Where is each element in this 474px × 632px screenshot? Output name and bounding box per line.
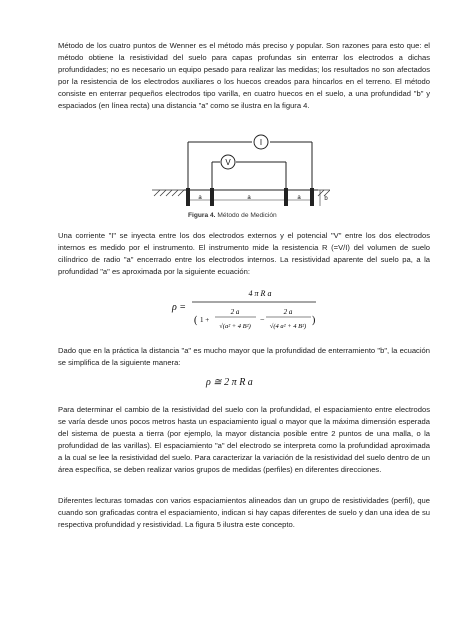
electrode-1 — [186, 188, 190, 206]
electrode-3 — [284, 188, 288, 206]
formula1-minus: − — [260, 315, 265, 324]
paragraph-depth-variation: Para determinar el cambio de la resistividad del suelo con la profundidad, el espaciamiento entre electrodos se varía desde unos pocos metros hasta un espaciamiento igual o mayor que la máxima dimensión esperada del sistema de puesta a tierra (por ejemplo, la mayor distancia posible entre 2 puntos de una malla, o la profundidad de las varillas). El espaciamiento "a" del electrodo se interpreta como la profundidad aproximada a la cual se lee la resistividad del suelo. Para caracterizar la variación de la resistividad del suelo dentro de un área específica, se deben realizar varios grupos de medidas (perfiles) en diferentes direcciones. — [58, 405, 430, 474]
formula1-lhs: ρ = — [172, 302, 187, 313]
formula-apparent-resistivity — [170, 286, 320, 336]
spacing-label-3: a — [297, 195, 301, 201]
paragraph-current-injection: Una corriente "I" se inyecta entre los dos electrodos externos y el potencial "V" entre los dos electrodos internos es medido por el instrumento. El instrumento mide la resistencia R (=V/I) del volumen de suelo cilíndrico de radio "a" encerrado entre los electrodos internos. La resistividad aparente del suelo pa, a la profundidad "a" es aproximada por la siguiente ecuación: — [58, 231, 430, 276]
formula-simplified: ρ ≅ 2 π R a — [206, 377, 253, 388]
formula1-one-plus: 1 + — [200, 316, 210, 324]
paragraph-profiles: Diferentes lecturas tomadas con varios espaciamientos alineados dan un grupo de resistividades (perfil), que cuando son graficadas contra el espaciamiento, indican si hay capas diferentes de suelo y dan una idea de su respectiva profundidad y resistividad. La figura 5 ilustra este concepto. — [58, 496, 430, 529]
voltmeter-label: V — [225, 158, 231, 167]
formula1-numerator: 4 π R a — [248, 289, 272, 298]
depth-label: b — [324, 196, 328, 202]
ammeter-label: I — [259, 138, 263, 147]
electrode-4 — [310, 188, 314, 206]
formula1-frac2-den: √(4 a² + 4 B²) — [269, 323, 307, 330]
paragraph-simplification: Dado que en la práctica la distancia "a" es mucho mayor que la profundidad de enterramiento "b", la ecuación se simplifica de la siguiente manera: — [58, 346, 430, 367]
paragraph-wenner-method: Método de los cuatro puntos de Wenner es el método más preciso y popular. Son razones para esto que: el método obtiene la resistividad del suelo para capas profundas sin enterrar los electrodos a dichas profundidades; no es necesario un equipo pesado para realizar las medidas; los resultados no son afectados por la resistencia de los electrodos auxiliares o los huecos creados para hincarlos en el terreno. El método consiste en enterrar pequeños electrodos tipo varilla, en cuatro huecos en el suelo, a una profundidad "b" y espaciados (en línea recta) una distancia "a" como se ilustra en la figura 4. — [58, 41, 430, 110]
spacing-label-2: a — [247, 195, 251, 201]
figure-caption — [188, 212, 328, 219]
figure-caption-text: Método de Medición — [217, 212, 277, 219]
formula1-frac2-num: 2 a — [283, 308, 293, 316]
figure-caption-number: Figura 4. — [188, 212, 216, 219]
formula1-frac1-den: √(a² + 4 B²) — [219, 323, 251, 330]
ground-hatch-left — [152, 190, 184, 196]
formula1-frac1-num: 2 a — [230, 308, 240, 316]
formula1-paren-open: ( — [194, 315, 198, 326]
formula1-paren-close: ) — [312, 315, 316, 326]
electrode-2 — [210, 188, 214, 206]
spacing-label-1: a — [198, 195, 202, 201]
